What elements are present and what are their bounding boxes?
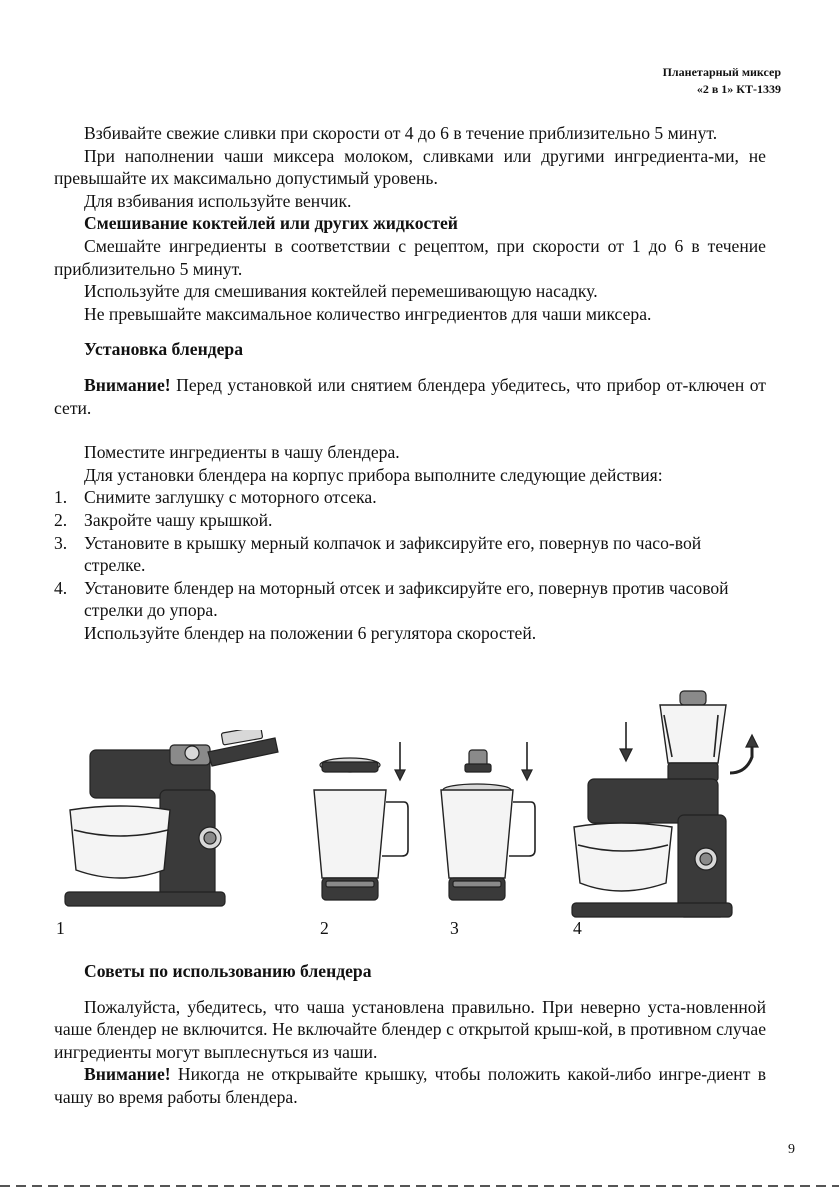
warning-paragraph <box>54 1063 766 1108</box>
tips-section <box>54 960 766 1109</box>
figure-label-1: 1 <box>56 918 65 938</box>
section-heading-tips: Советы по использованию блендера <box>84 961 372 981</box>
main-text <box>54 122 766 644</box>
paragraph: Используйте для смешивания коктейлей перемешивающую насадку. <box>84 281 598 302</box>
warning-paragraph <box>54 374 766 419</box>
paragraph: Смешайте ингредиенты в соответствии с рецептом, при скорости от 1 до 6 в течение приблизительно 5 минут. <box>54 235 766 279</box>
warning-text: Никогда не открывайте крышку, чтобы положить какой-либо ингре-диент в чашу во время работы блендера. <box>54 1064 766 1107</box>
paragraph: Пожалуйста, убедитесь, что чаша установлена правильно. При неверно уста-новленной чаше блендер не включится. Не включайте блендер с открытой крыш-кой, в противном случае ингредиенты могут выплеснуться из чаши. <box>54 996 766 1062</box>
paragraph: При наполнении чаши миксера молоком, сливками или другими ингредиента-ми, не превышайте их максимально допустимый уровень. <box>54 145 766 189</box>
paragraph: Взбивайте свежие сливки при скорости от 4 до 6 в течение приблизительно 5 минут. <box>84 123 718 143</box>
section-heading-blender-install: Установка блендера <box>84 339 244 360</box>
paragraph: Используйте блендер на положении 6 регулятора скоростей. <box>84 622 537 643</box>
illustrations <box>0 685 839 955</box>
steps-list <box>54 486 766 622</box>
list-item: 2. Закройте чашу крышкой. <box>54 509 273 530</box>
figure-label-4: 4 <box>573 918 582 938</box>
header-product-name: Планетарный миксер <box>662 65 781 79</box>
jar-with-cap-illustration <box>435 740 545 920</box>
figure-label-2: 2 <box>320 918 329 938</box>
jar-with-lid-illustration <box>308 740 418 920</box>
section-heading-cocktails: Смешивание коктейлей или других жидкостей <box>84 213 458 234</box>
paragraph: Поместите ингредиенты в чашу блендера. <box>84 442 400 463</box>
warning-label: Внимание! <box>84 374 171 395</box>
list-item: 4. Установите блендер на моторный отсек и зафиксируйте его, повернув против часовой стрелки до упора. <box>54 577 729 621</box>
paragraph: Для взбивания используйте венчик. <box>84 190 352 211</box>
page-number: 9 <box>788 1142 795 1157</box>
paragraph: Для установки блендера на корпус прибора выполните следующие действия: <box>84 464 663 485</box>
page-bottom-divider <box>0 1185 839 1187</box>
mixer-cap-removed-illustration <box>60 730 280 920</box>
list-item: 3. Установите в крышку мерный колпачок и зафиксируйте его, повернув по часо-вой стрелке. <box>54 532 702 576</box>
list-item: 1. Снимите заглушку с моторного отсека. <box>54 487 377 508</box>
warning-label: Внимание! <box>84 1064 171 1085</box>
blender-on-mixer-illustration <box>568 687 768 927</box>
figure-label-3: 3 <box>450 918 459 938</box>
warning-text: Перед установкой или снятием блендера убедитесь, что прибор от-ключен от сети. <box>54 374 766 418</box>
header-model: «2 в 1» КТ-1339 <box>696 82 781 96</box>
page-header <box>663 64 781 98</box>
paragraph: Не превышайте максимальное количество ингредиентов для чаши миксера. <box>84 303 652 324</box>
